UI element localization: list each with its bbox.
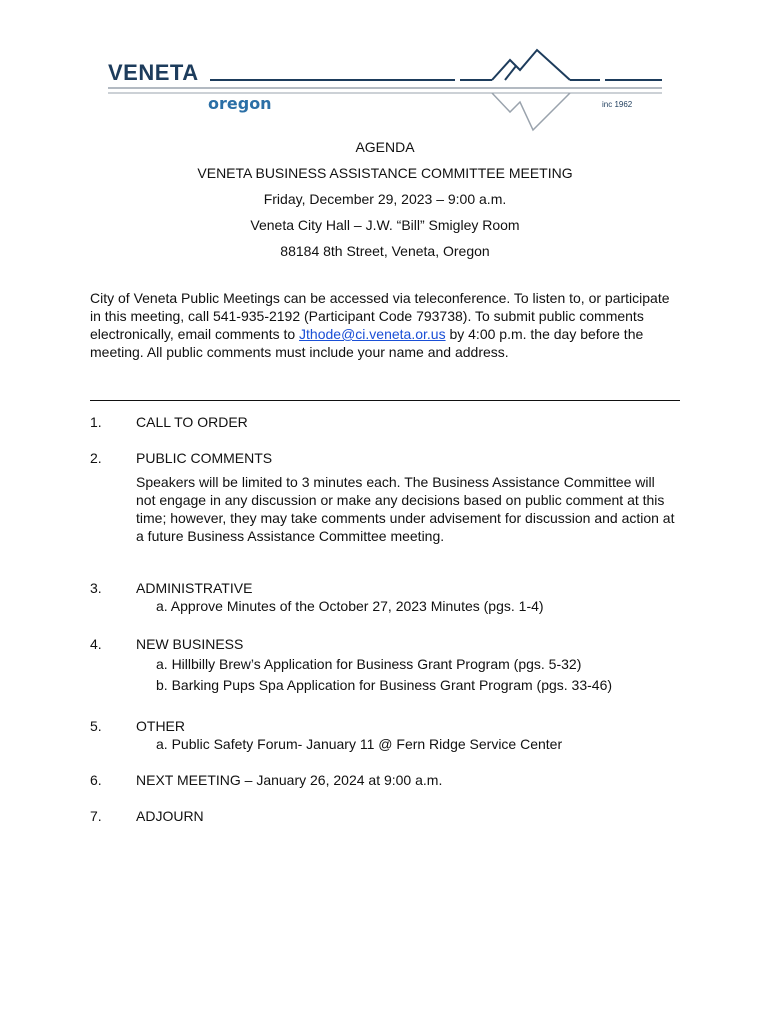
notice-text-after: by 4:00 p.m. the day before the meeting. All public comments must include your name and address. — [90, 326, 644, 360]
item-title: ADMINISTRATIVE — [136, 580, 253, 596]
item-description: Speakers will be limited to 3 minutes each. The Business Assistance Committee will not engage in any discussion or make any decisions based on public comment at this time; however, they may take comments under advisement for discussion and action at a future Business Assistance Committee meeting. — [136, 474, 675, 544]
sub-item: b. Barking Pups Spa Application for Business Grant Program (pgs. 33-46) — [156, 677, 613, 693]
agenda-header — [0, 134, 770, 264]
item-title: CALL TO ORDER — [136, 414, 248, 430]
sub-item: a. Public Safety Forum- January 11 @ Fern Ridge Service Center — [156, 736, 563, 752]
teleconference-notice — [90, 289, 670, 361]
item-title: OTHER — [136, 718, 185, 734]
item-title: NEW BUSINESS — [136, 636, 244, 652]
item-number: 2. — [90, 450, 102, 466]
item-title: PUBLIC COMMENTS — [136, 450, 273, 466]
sub-item: a. Hillbilly Brew’s Application for Business Grant Program (pgs. 5-32) — [156, 656, 582, 672]
section-divider — [90, 400, 680, 401]
meeting-name: VENETA BUSINESS ASSISTANCE COMMITTEE MEETING — [197, 165, 573, 181]
item-number: 4. — [90, 636, 102, 652]
item-title: NEXT MEETING – January 26, 2024 at 9:00 a.m. — [136, 772, 443, 788]
item-number: 5. — [90, 718, 102, 734]
agenda-title: AGENDA — [355, 139, 415, 155]
meeting-date: Friday, December 29, 2023 – 9:00 a.m. — [263, 191, 507, 207]
email-link[interactable]: Jthode@ci.veneta.or.us — [299, 326, 446, 342]
logo-incorporated: inc 1962 — [602, 100, 633, 109]
city-logo — [0, 0, 770, 140]
item-number: 7. — [90, 808, 102, 824]
item-number: 3. — [90, 580, 102, 596]
item-number: 1. — [90, 414, 102, 430]
logo-wordmark: VENETA — [108, 60, 199, 85]
meeting-address: 88184 8th Street, Veneta, Oregon — [280, 243, 490, 259]
sub-item: a. Approve Minutes of the October 27, 2023 Minutes (pgs. 1-4) — [156, 598, 544, 614]
item-title: ADJOURN — [136, 808, 204, 824]
notice-text-before: City of Veneta Public Meetings can be accessed via teleconference. To listen to, or participate in this meeting, call 541-935-2192 (Participant Code 793738). To submit public comments electronically, email comments to — [90, 290, 670, 342]
meeting-location: Veneta City Hall – J.W. “Bill” Smigley Room — [250, 217, 520, 233]
logo-state: oregon — [208, 94, 272, 113]
item-number: 6. — [90, 772, 102, 788]
